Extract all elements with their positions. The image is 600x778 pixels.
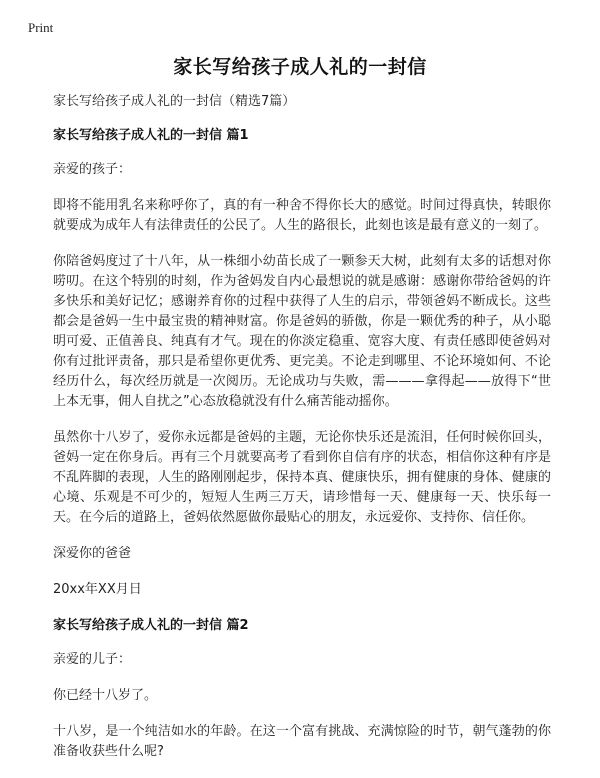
print-link[interactable]: Print [28, 20, 54, 35]
section-1-paragraph-2: 你陪爸妈度过了十八年，从一株细小幼苗长成了一颗参天大树，此刻有太多的话想对你唠叨。在这个特别的时刻，作为爸妈发自内心最想说的就是感谢：感谢你带给爸妈的许多快乐和美好记忆；感谢养育你的过程中获得了人生的启示，带领爸妈不断成长。这些都会是爸妈一生中最宝贵的精神财富。你是爸妈的骄傲，你是一颗优秀的种子，从小聪明可爱、正值善良、纯真有才气。现在的你淡定稳重、宽容大度、有责任感即使爸妈对你有过批评责备，那只是希望你更优秀、更完美。不论走到哪里、不论环境如何、不论经历什么，每次经历就是一次阅历。无论成功与失败，需———拿得起——放得下“世上本无事，佣人自扰之”心态放稳就没有什么痛苦能动摇你。 [53, 254, 551, 409]
section-2-heading: 家长写给孩子成人礼的一封信 篇2 [53, 618, 249, 633]
document-title: 家长写给孩子成人礼的一封信 [173, 56, 427, 78]
section-1-heading: 家长写给孩子成人礼的一封信 篇1 [53, 128, 249, 143]
document-body [53, 92, 551, 778]
section-1-signature: 深爱你的爸爸 [53, 546, 132, 561]
section-2-paragraph-1: 你已经十八岁了。 [53, 688, 158, 703]
document-subtitle: 家长写给孩子成人礼的一封信（精选7篇） [53, 94, 296, 109]
section-1-paragraph-3: 虽然你十八岁了，爱你永远都是爸妈的主题，无论你快乐还是流泪，任何时候你回头，爸妈一定在你身后。再有三个月就要高考了看到你自信有序的状态，相信你这种有序是不乱阵脚的表现，人生的路刚刚起步，保持本真、健康快乐，拥有健康的身体、健康的心境、乐观是不可少的，短短人生两三万天，请珍惜每一天、健康每一天、快乐每一天。在今后的道路上，爸妈依然愿做你最贴心的朋友，永远爱你、支持你、信任你。 [53, 430, 551, 525]
section-1-date: 20xx年XX月日 [53, 582, 142, 597]
section-1-greeting: 亲爱的孩子： [53, 162, 132, 177]
section-1-paragraph-1: 即将不能用乳名来称呼你了，真的有一种舍不得你长大的感觉。时间过得真快，转眼你就要成为成年人有法律责任的公民了。人生的路很长，此刻也该是最有意义的一刻了。 [53, 198, 551, 233]
section-2-paragraph-2: 十八岁，是一个纯洁如水的年龄。在这一个富有挑战、充满惊险的时节，朝气蓬勃的你准备收获些什么呢? [53, 724, 551, 759]
section-2-greeting: 亲爱的儿子： [53, 652, 132, 667]
